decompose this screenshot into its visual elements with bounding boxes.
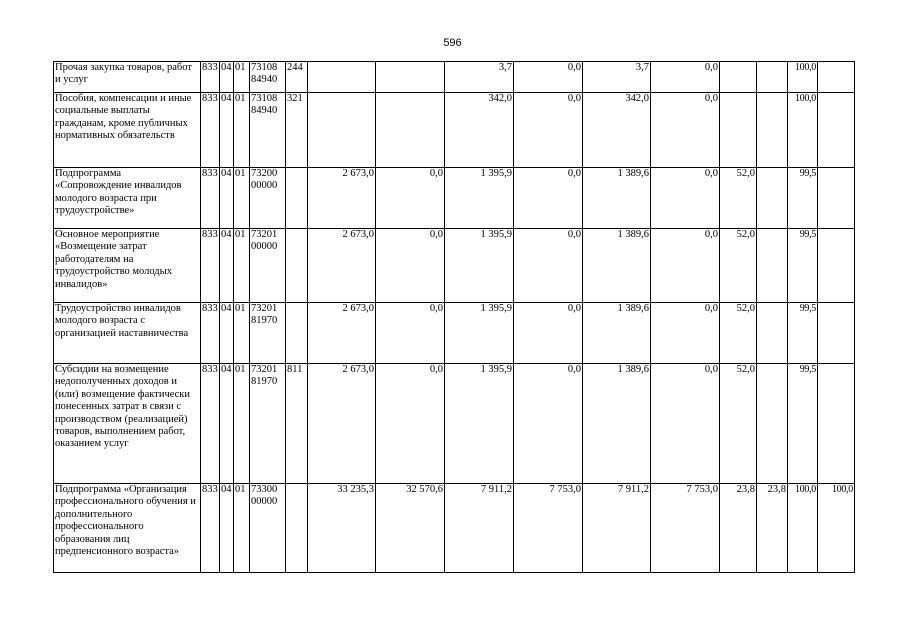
row-name: Пособия, компенсации и иные социальные выплаты гражданам, кроме публичных нормативных обязательств: [54, 93, 201, 168]
row-percent-1: 23,8: [720, 484, 757, 573]
row-percent-4: [818, 303, 855, 364]
row-target-article-code: 73300 00000: [250, 484, 286, 573]
row-percent-3: 99,5: [788, 168, 818, 229]
row-percent-4: [818, 364, 855, 484]
row-value-2: 32 570,6: [376, 484, 445, 573]
row-percent-1: 52,0: [720, 364, 757, 484]
row-value-1: 2 673,0: [308, 364, 376, 484]
row-value-2: 0,0: [376, 229, 445, 303]
row-percent-4: [818, 93, 855, 168]
row-value-6: 0,0: [651, 93, 720, 168]
row-value-3: 7 911,2: [445, 484, 514, 573]
row-value-1: 33 235,3: [308, 484, 376, 573]
row-ved-code: 833: [201, 168, 220, 229]
row-section-code: 04: [220, 484, 234, 573]
row-expense-type-code: 811: [286, 364, 308, 484]
row-expense-type-code: [286, 484, 308, 573]
row-name: Подпрограмма «Организация профессионального обучения и дополнительного профессионального образования лиц предпенсионного возраста»: [54, 484, 201, 573]
row-value-4: 0,0: [514, 93, 583, 168]
row-value-4: 7 753,0: [514, 484, 583, 573]
row-subsection-code: 01: [234, 229, 250, 303]
row-percent-3: 100,0: [788, 484, 818, 573]
row-value-3: 1 395,9: [445, 303, 514, 364]
row-value-6: 0,0: [651, 303, 720, 364]
table-row: [54, 229, 855, 303]
row-target-article-code: 73200 00000: [250, 168, 286, 229]
row-value-5: 1 389,6: [583, 229, 651, 303]
row-ved-code: 833: [201, 62, 220, 93]
row-subsection-code: 01: [234, 62, 250, 93]
row-percent-4: 100,0: [818, 484, 855, 573]
row-percent-4: [818, 168, 855, 229]
row-percent-1: 52,0: [720, 229, 757, 303]
row-section-code: 04: [220, 93, 234, 168]
row-value-3: 1 395,9: [445, 168, 514, 229]
row-value-6: 0,0: [651, 62, 720, 93]
row-value-3: 1 395,9: [445, 364, 514, 484]
row-value-2: 0,0: [376, 364, 445, 484]
row-value-6: 0,0: [651, 229, 720, 303]
row-target-article-code: 73201 00000: [250, 229, 286, 303]
row-subsection-code: 01: [234, 484, 250, 573]
row-expense-type-code: 244: [286, 62, 308, 93]
row-value-2: 0,0: [376, 168, 445, 229]
row-value-3: 342,0: [445, 93, 514, 168]
row-percent-1: [720, 62, 757, 93]
row-value-5: 342,0: [583, 93, 651, 168]
row-value-6: 0,0: [651, 168, 720, 229]
row-section-code: 04: [220, 364, 234, 484]
row-value-2: 0,0: [376, 303, 445, 364]
row-name: Подпрограмма «Сопровождение инвалидов молодого возраста при трудоустройстве»: [54, 168, 201, 229]
row-percent-2: [757, 168, 788, 229]
row-subsection-code: 01: [234, 168, 250, 229]
row-value-5: 1 389,6: [583, 303, 651, 364]
row-percent-4: [818, 62, 855, 93]
table-row: [54, 364, 855, 484]
row-target-article-code: 73201 81970: [250, 303, 286, 364]
row-ved-code: 833: [201, 229, 220, 303]
row-percent-2: 23,8: [757, 484, 788, 573]
row-value-2: [376, 93, 445, 168]
table-row: [54, 168, 855, 229]
row-value-5: 3,7: [583, 62, 651, 93]
row-name: Основное мероприятие «Возмещение затрат работодателям на трудоустройство молодых инвалидов»: [54, 229, 201, 303]
row-percent-2: [757, 229, 788, 303]
row-subsection-code: 01: [234, 303, 250, 364]
row-ved-code: 833: [201, 93, 220, 168]
row-percent-4: [818, 229, 855, 303]
row-value-1: [308, 93, 376, 168]
row-name: Трудоустройство инвалидов молодого возраста с организацией наставничества: [54, 303, 201, 364]
row-ved-code: 833: [201, 364, 220, 484]
row-percent-3: 100,0: [788, 62, 818, 93]
row-value-6: 0,0: [651, 364, 720, 484]
row-percent-2: [757, 303, 788, 364]
row-percent-1: 52,0: [720, 303, 757, 364]
row-percent-2: [757, 364, 788, 484]
row-expense-type-code: [286, 229, 308, 303]
row-target-article-code: 73108 84940: [250, 93, 286, 168]
table-row: [54, 93, 855, 168]
row-expense-type-code: [286, 303, 308, 364]
row-ved-code: 833: [201, 484, 220, 573]
table-row: [54, 484, 855, 573]
row-value-5: 1 389,6: [583, 364, 651, 484]
table-row: [54, 303, 855, 364]
row-section-code: 04: [220, 229, 234, 303]
row-expense-type-code: 321: [286, 93, 308, 168]
row-percent-2: [757, 93, 788, 168]
row-target-article-code: 73201 81970: [250, 364, 286, 484]
row-value-3: 1 395,9: [445, 229, 514, 303]
row-percent-1: [720, 93, 757, 168]
row-value-1: 2 673,0: [308, 168, 376, 229]
page-number: 596: [443, 37, 462, 49]
row-value-1: [308, 62, 376, 93]
row-value-3: 3,7: [445, 62, 514, 93]
row-value-5: 1 389,6: [583, 168, 651, 229]
row-percent-1: 52,0: [720, 168, 757, 229]
row-section-code: 04: [220, 62, 234, 93]
row-section-code: 04: [220, 168, 234, 229]
row-value-1: 2 673,0: [308, 229, 376, 303]
row-value-2: [376, 62, 445, 93]
row-name: Субсидии на возмещение недополученных доходов и (или) возмещение фактически понесенных затрат в связи с производством (реализацией) товаров, выполнением работ, оказанием услуг: [54, 364, 201, 484]
row-value-4: 0,0: [514, 229, 583, 303]
row-value-1: 2 673,0: [308, 303, 376, 364]
row-percent-3: 99,5: [788, 229, 818, 303]
table-row: [54, 62, 855, 93]
row-percent-2: [757, 62, 788, 93]
row-expense-type-code: [286, 168, 308, 229]
row-section-code: 04: [220, 303, 234, 364]
row-value-4: 0,0: [514, 303, 583, 364]
row-percent-3: 99,5: [788, 303, 818, 364]
row-subsection-code: 01: [234, 364, 250, 484]
budget-table: [53, 61, 855, 573]
row-value-4: 0,0: [514, 364, 583, 484]
row-percent-3: 100,0: [788, 93, 818, 168]
row-value-4: 0,0: [514, 168, 583, 229]
row-ved-code: 833: [201, 303, 220, 364]
row-subsection-code: 01: [234, 93, 250, 168]
row-value-5: 7 911,2: [583, 484, 651, 573]
row-value-4: 0,0: [514, 62, 583, 93]
row-name: Прочая закупка товаров, работ и услуг: [54, 62, 201, 93]
row-value-6: 7 753,0: [651, 484, 720, 573]
row-percent-3: 99,5: [788, 364, 818, 484]
row-target-article-code: 73108 84940: [250, 62, 286, 93]
